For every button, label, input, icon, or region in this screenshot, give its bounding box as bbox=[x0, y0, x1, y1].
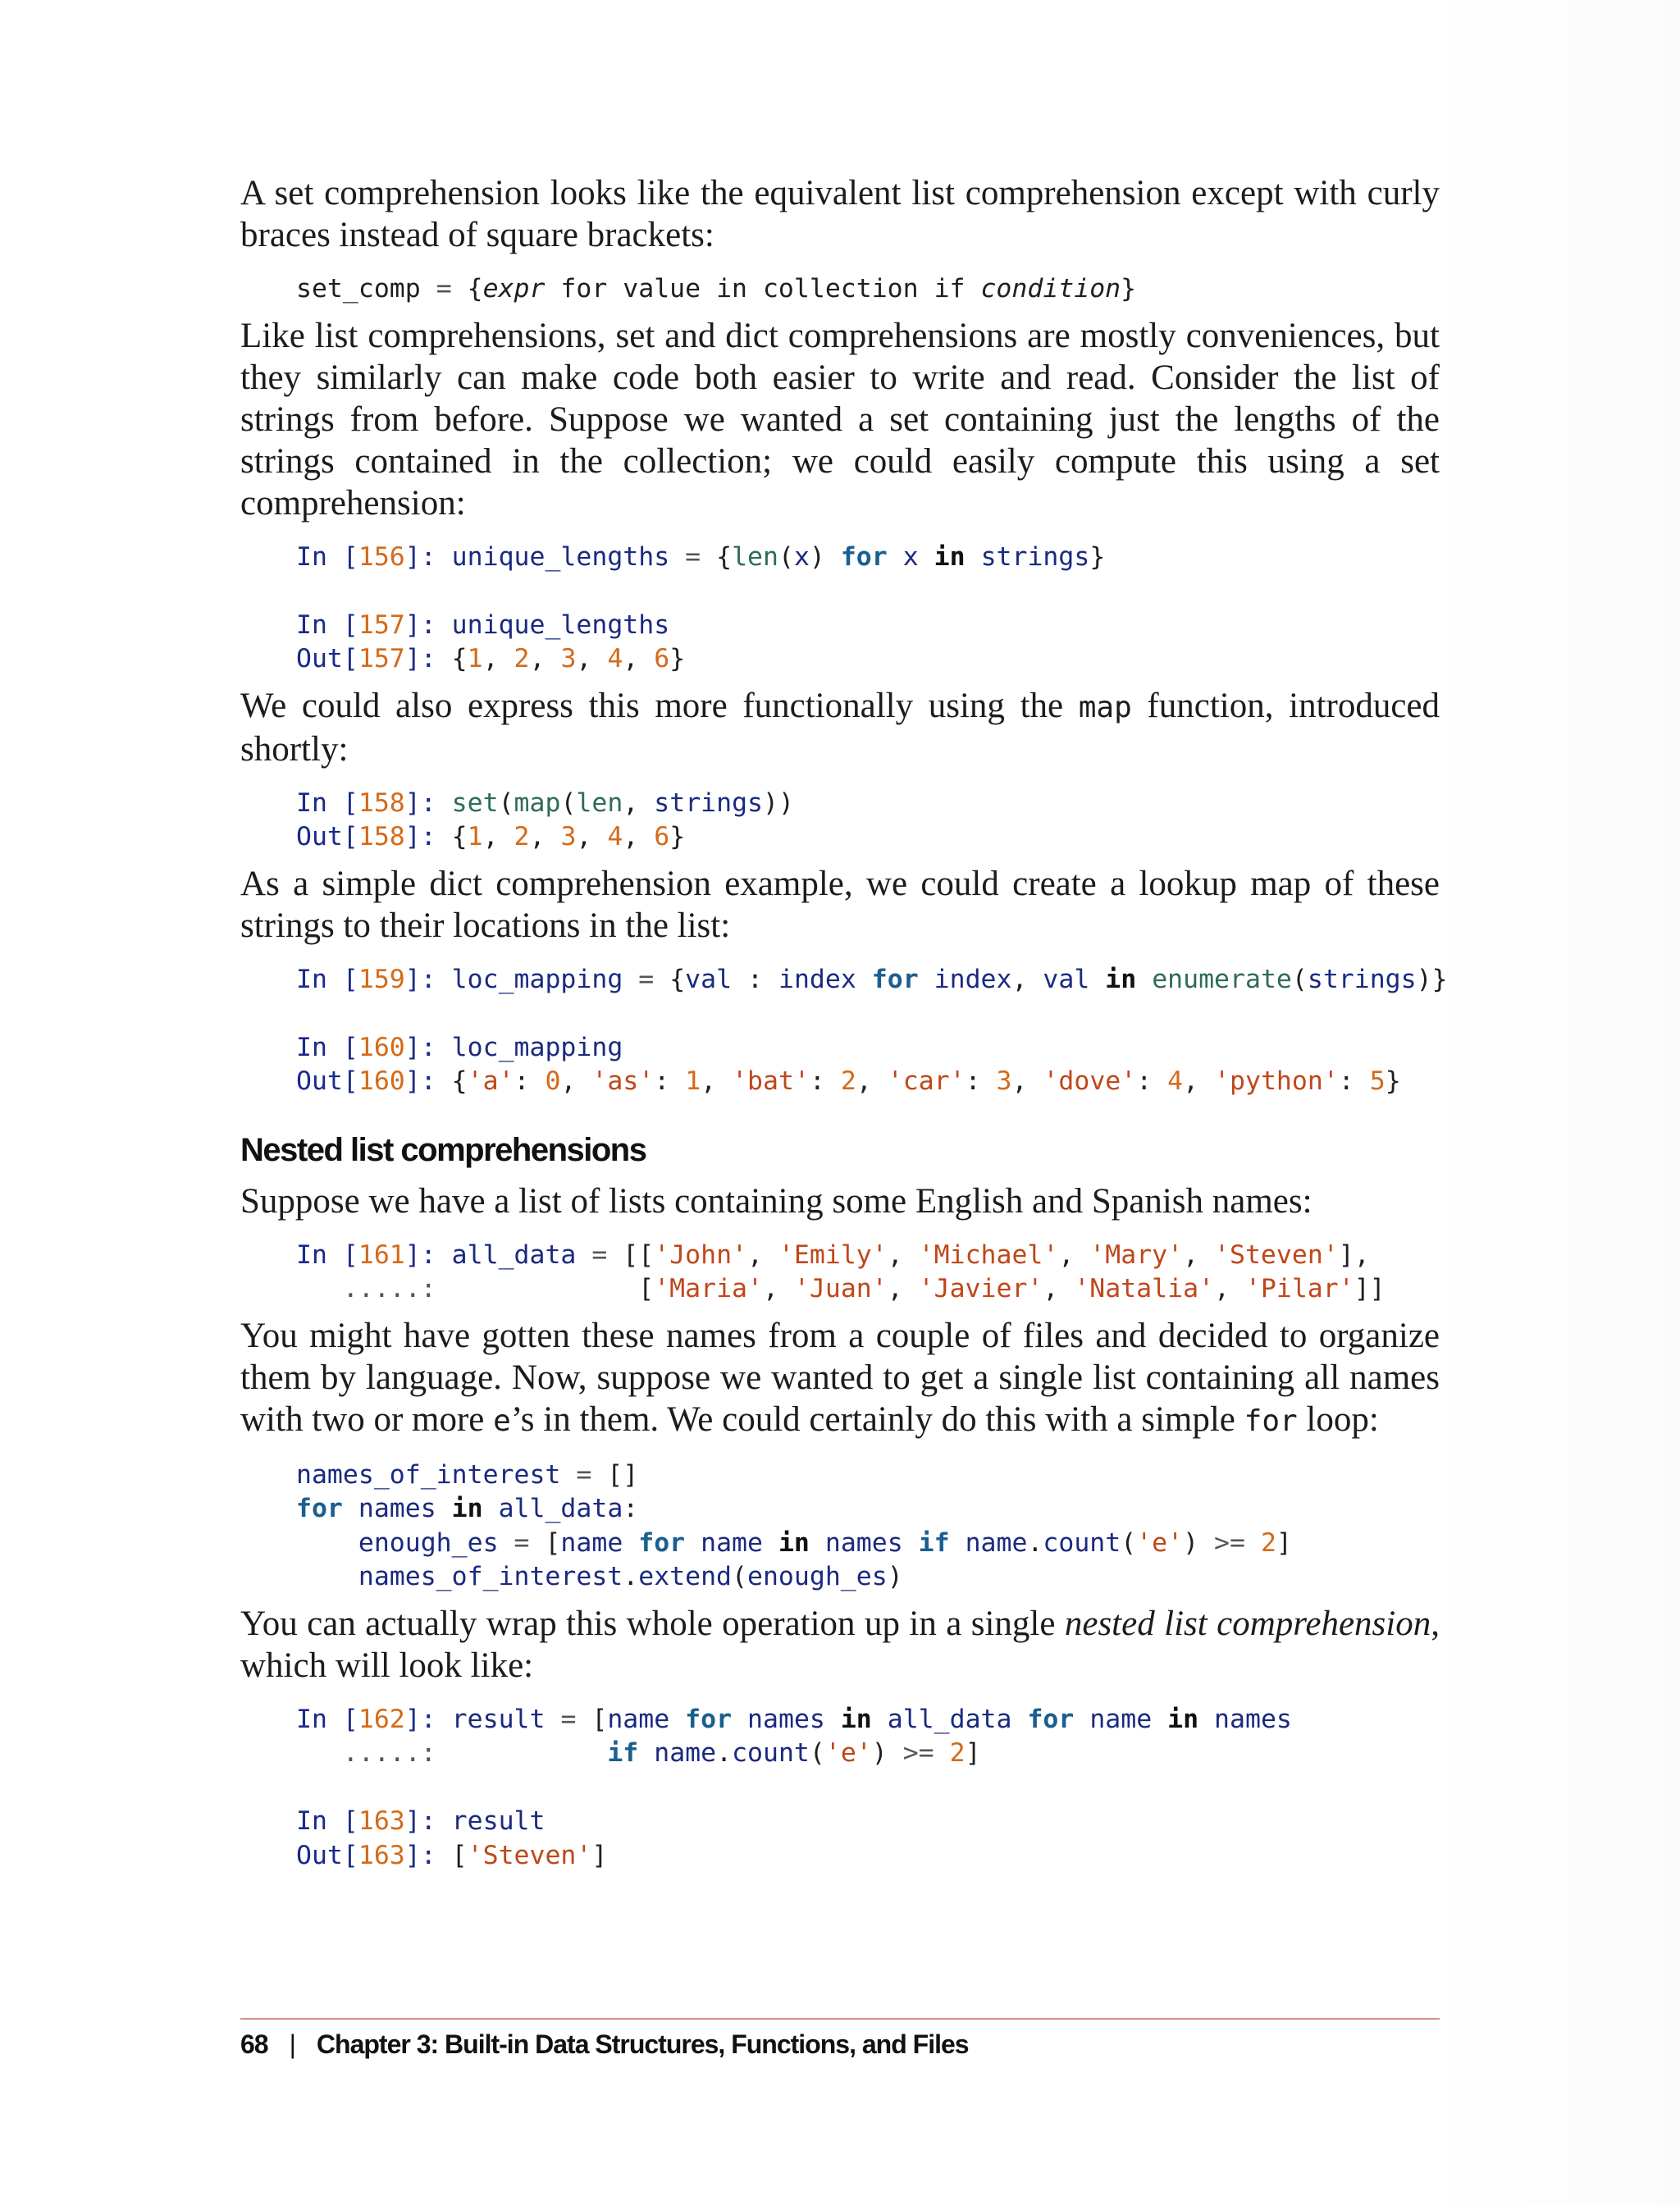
paragraph-for-loop-intro bbox=[240, 1315, 1440, 1442]
text-span: ’s in them. We could certainly do this with a simple bbox=[510, 1399, 1244, 1439]
code-line: Out[157]: {1, 2, 3, 4, 6} bbox=[296, 644, 686, 673]
code-line: names_of_interest.extend(enough_es) bbox=[358, 1562, 903, 1591]
text-span: , which will look like: bbox=[240, 1604, 1440, 1685]
code-block-for-loop bbox=[296, 1459, 1440, 1595]
code-line: In [156]: unique_lengths = {len(x) for x in strings} bbox=[296, 541, 1106, 572]
page-number: 68 bbox=[240, 2029, 268, 2059]
code-line: Out[160]: {'a': 0, 'as': 1, 'bat': 2, 'car': 3, 'dove': 4, 'python': 5} bbox=[296, 1066, 1401, 1096]
code-line: Out[163]: ['Steven'] bbox=[296, 1840, 608, 1870]
code-line: In [159]: loc_mapping = {val : index for index, val in enumerate(strings)} bbox=[296, 964, 1448, 994]
footer-separator: | bbox=[289, 2029, 295, 2059]
code-line: enough_es = [name for name in names if name.count('e') >= 2] bbox=[358, 1527, 1292, 1558]
code-line: In [161]: all_data = [['John', 'Emily', 'Michael', 'Mary', 'Steven'], bbox=[296, 1239, 1370, 1270]
paragraph-set-comprehension-intro: A set comprehension looks like the equivalent list comprehension except with curly braces instead of square brackets: bbox=[240, 174, 1440, 254]
code-block-in161 bbox=[296, 1239, 1440, 1307]
inline-code: map bbox=[1078, 690, 1132, 724]
code-line: In [157]: unique_lengths bbox=[296, 609, 670, 640]
code-block-set-comp-syntax bbox=[296, 272, 1440, 307]
paragraph-map-function bbox=[240, 685, 1440, 770]
code-line: In [160]: loc_mapping bbox=[296, 1032, 623, 1062]
code-line: In [158]: set(map(len, strings)) bbox=[296, 788, 794, 818]
code-line: .....: if name.count('e') >= 2] bbox=[342, 1738, 981, 1768]
code-block-in156-157 bbox=[296, 541, 1440, 677]
text-span: You can actually wrap this whole operation up in a single bbox=[240, 1604, 1065, 1643]
text-span: loop: bbox=[1297, 1399, 1379, 1439]
paragraph-set-dict-conveniences: Like list comprehensions, set and dict comprehensions are mostly conveniences, but they similarly can make code both easier to write and read. Consider the list of strings from before. Suppose we wanted a set containing just the lengths of the strings contained in the collection; we could easily compute this using a set comprehension: bbox=[240, 316, 1440, 523]
emphasis-text: nested list comprehension bbox=[1064, 1604, 1431, 1643]
code-line: for names in all_data: bbox=[296, 1494, 639, 1523]
paragraph-list-of-lists: Suppose we have a list of lists containing some English and Spanish names: bbox=[240, 1181, 1312, 1221]
code-block-in162-163 bbox=[296, 1703, 1440, 1874]
code-line: Out[158]: {1, 2, 3, 4, 6} bbox=[296, 822, 686, 851]
chapter-title: Chapter 3: Built-in Data Structures, Functions, and Files bbox=[316, 2029, 969, 2059]
inline-code: for bbox=[1244, 1404, 1298, 1438]
text-span: We could also express this more functionally using the bbox=[240, 686, 1079, 725]
page-content bbox=[240, 172, 1448, 1873]
paragraph-dict-comprehension-example: As a simple dict comprehension example, we could create a lookup map of these strings to their locations in the list: bbox=[240, 864, 1440, 945]
code-block-in159-160 bbox=[296, 963, 1448, 1099]
code-block-in158 bbox=[296, 787, 1440, 855]
paragraph-nested-comprehension-intro bbox=[240, 1603, 1440, 1687]
code-line: In [162]: result = [name for names in all_data for name in names bbox=[296, 1704, 1292, 1734]
inline-code: e bbox=[493, 1404, 511, 1438]
code-line: set_comp = {expr for value in collection if condition} bbox=[296, 274, 1137, 304]
text-span: function, introduced shortly: bbox=[240, 686, 1440, 769]
text-span: You might have gotten these names from a couple of files and decided to organize them by language. Now, suppose we wanted to get a single list containing all names with two or more bbox=[240, 1316, 1440, 1439]
code-line: names_of_interest = [] bbox=[296, 1459, 639, 1490]
code-line: In [163]: result bbox=[296, 1806, 546, 1836]
section-title: Nested list comprehensions bbox=[240, 1131, 646, 1168]
page-footer bbox=[240, 2029, 969, 2060]
footer-divider bbox=[240, 2018, 1440, 2020]
code-line: .....: ['Maria', 'Juan', 'Javier', 'Natalia', 'Pilar']] bbox=[342, 1274, 1386, 1303]
